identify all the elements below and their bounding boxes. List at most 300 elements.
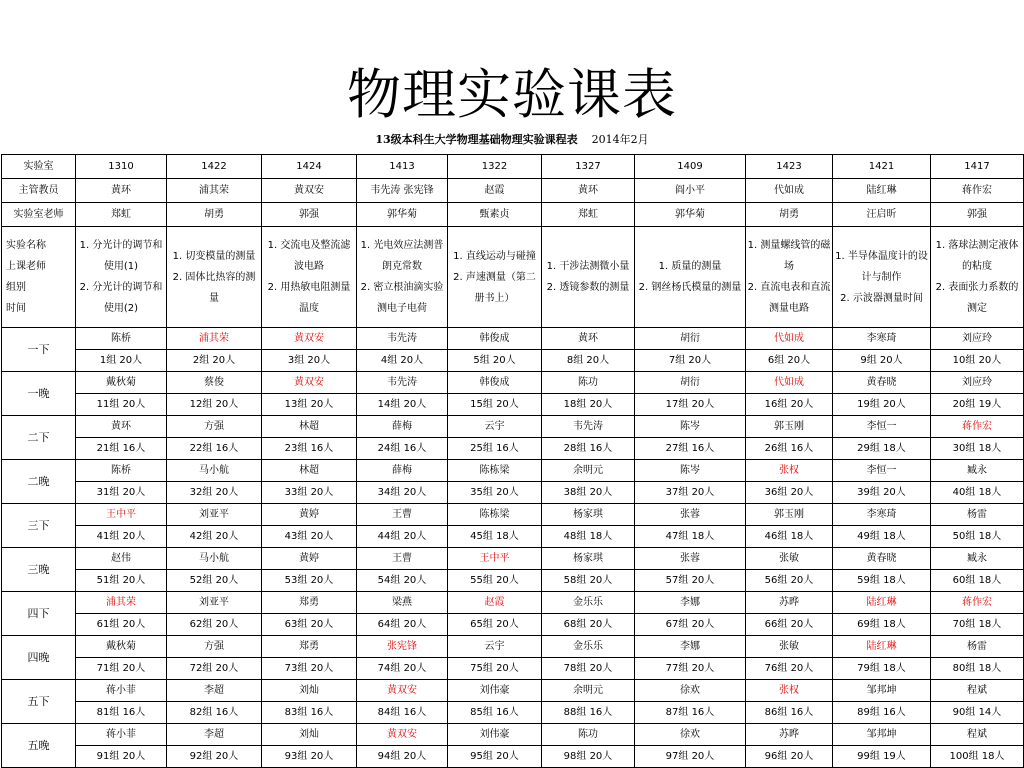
teacher-cell: 黄双安 [262,372,357,394]
header-cell: 代如成 [746,179,833,203]
teacher-cell: 韦先涛 [542,416,635,438]
teacher-cell: 张宪锋 [357,636,448,658]
header-cell: 汪启昕 [833,203,931,227]
group-cell: 8组 20人 [542,350,635,372]
group-cell: 22组 16人 [167,438,262,460]
group-cell: 28组 16人 [542,438,635,460]
teacher-cell: 蒋小菲 [76,724,167,746]
teacher-cell: 徐欢 [635,724,746,746]
teacher-cell: 刘亚平 [167,592,262,614]
teacher-row [2,372,1024,394]
teacher-cell: 蔡俊 [167,372,262,394]
teacher-cell: 程斌 [931,724,1024,746]
group-cell: 35组 20人 [448,482,542,504]
experiment-name-2: 2. 密立根油滴实验测电子电荷 [360,282,444,314]
teacher-cell: 苏晔 [746,724,833,746]
teacher-row [2,724,1024,746]
teacher-cell: 王曹 [357,504,448,526]
group-cell: 25组 16人 [448,438,542,460]
experiment-cell [448,227,542,328]
group-cell: 84组 16人 [357,702,448,724]
experiment-name-1: 1. 测量螺线管的磁场 [747,240,831,272]
teacher-cell: 云宇 [448,416,542,438]
group-cell: 92组 20人 [167,746,262,768]
teacher-cell: 蒋作宏 [931,416,1024,438]
teacher-cell: 蒋小菲 [76,680,167,702]
group-row [2,658,1024,680]
header-cell: 阎小平 [635,179,746,203]
teacher-cell: 杨家琪 [542,548,635,570]
group-cell: 5组 20人 [448,350,542,372]
teacher-cell: 薛梅 [357,416,448,438]
teacher-cell: 代如成 [746,328,833,350]
group-cell: 72组 20人 [167,658,262,680]
group-cell: 4组 20人 [357,350,448,372]
teacher-cell: 邹邦坤 [833,724,931,746]
experiment-cell [262,227,357,328]
group-cell: 93组 20人 [262,746,357,768]
group-cell: 83组 16人 [262,702,357,724]
experiment-cell [746,227,833,328]
teacher-cell: 程斌 [931,680,1024,702]
header-cell: 1310 [76,155,167,179]
group-cell: 39组 20人 [833,482,931,504]
group-cell: 11组 20人 [76,394,167,416]
group-row [2,614,1024,636]
experiment-name-2: 2. 表面张力系数的测定 [935,282,1019,314]
group-cell: 70组 18人 [931,614,1024,636]
group-cell: 61组 20人 [76,614,167,636]
group-cell: 47组 18人 [635,526,746,548]
teacher-cell: 戴秋菊 [76,372,167,394]
group-cell: 78组 20人 [542,658,635,680]
experiment-cell [76,227,167,328]
teacher-cell: 刘应玲 [931,328,1024,350]
teacher-cell: 李超 [167,680,262,702]
header-cell: 1417 [931,155,1024,179]
teacher-cell: 金乐乐 [542,636,635,658]
group-cell: 60组 18人 [931,570,1024,592]
teacher-cell: 韩俊成 [448,328,542,350]
teacher-cell: 李恒一 [833,416,931,438]
header-cell: 1422 [167,155,262,179]
teacher-cell: 浦其荣 [76,592,167,614]
experiment-name-1: 1. 分光计的调节和使用(1) [79,240,163,272]
header-cell: 郑虹 [76,203,167,227]
header-row [2,179,1024,203]
teacher-row [2,548,1024,570]
teacher-cell: 赵伟 [76,548,167,570]
group-row [2,702,1024,724]
group-cell: 99组 19人 [833,746,931,768]
group-cell: 36组 20人 [746,482,833,504]
group-cell: 68组 20人 [542,614,635,636]
group-cell: 58组 20人 [542,570,635,592]
teacher-cell: 郭玉刚 [746,416,833,438]
teacher-cell: 马小航 [167,548,262,570]
group-cell: 98组 20人 [542,746,635,768]
group-row [2,570,1024,592]
teacher-cell: 张权 [746,680,833,702]
group-cell: 40组 18人 [931,482,1024,504]
period-label: 四晚 [2,636,76,680]
header-cell: 1423 [746,155,833,179]
period-label: 五下 [2,680,76,724]
group-cell: 1组 20人 [76,350,167,372]
group-cell: 63组 20人 [262,614,357,636]
group-cell: 100组 18人 [931,746,1024,768]
teacher-cell: 薛梅 [357,460,448,482]
group-cell: 31组 20人 [76,482,167,504]
experiment-cell [542,227,635,328]
header-row-label: 实验室 [2,155,76,179]
page-title: 物理实验课表 [347,63,677,126]
group-cell: 91组 20人 [76,746,167,768]
header-row [2,155,1024,179]
experiments-label-line: 时间 [6,303,26,314]
experiment-name-1: 1. 干涉法测微小量 [546,261,630,272]
group-cell: 42组 20人 [167,526,262,548]
group-cell: 50组 18人 [931,526,1024,548]
group-cell: 65组 20人 [448,614,542,636]
period-label: 三下 [2,504,76,548]
experiment-name-1: 1. 落球法测定液体的粘度 [935,240,1019,272]
teacher-cell: 杨雷 [931,636,1024,658]
teacher-cell: 陈功 [542,372,635,394]
group-cell: 27组 16人 [635,438,746,460]
teacher-cell: 李寒琦 [833,328,931,350]
experiment-cell [167,227,262,328]
group-cell: 33组 20人 [262,482,357,504]
teacher-cell: 黄春晓 [833,548,931,570]
teacher-cell: 林超 [262,460,357,482]
experiment-cell [357,227,448,328]
experiment-name-1: 1. 切变模量的测量 [172,250,256,262]
group-cell: 77组 20人 [635,658,746,680]
teacher-cell: 黄双安 [357,680,448,702]
teacher-cell: 云宇 [448,636,542,658]
teacher-cell: 臧永 [931,548,1024,570]
experiment-name-2: 2. 分光计的调节和使用(2) [79,282,163,314]
teacher-cell: 余明元 [542,680,635,702]
experiments-row-label [2,227,76,328]
teacher-cell: 刘伟豪 [448,724,542,746]
group-cell: 69组 18人 [833,614,931,636]
teacher-cell: 陈栋梁 [448,504,542,526]
header-cell: 浦其荣 [167,179,262,203]
teacher-cell: 郑勇 [262,592,357,614]
teacher-row [2,460,1024,482]
group-row [2,438,1024,460]
teacher-row [2,592,1024,614]
group-cell: 59组 18人 [833,570,931,592]
header-cell: 1327 [542,155,635,179]
group-cell: 75组 20人 [448,658,542,680]
header-cell: 郭华菊 [635,203,746,227]
teacher-cell: 郑勇 [262,636,357,658]
group-cell: 38组 20人 [542,482,635,504]
group-cell: 79组 18人 [833,658,931,680]
group-cell: 14组 20人 [357,394,448,416]
group-cell: 10组 20人 [931,350,1024,372]
experiment-name-1: 1. 交流电及整流滤波电路 [267,240,351,272]
group-cell: 71组 20人 [76,658,167,680]
group-cell: 89组 16人 [833,702,931,724]
teacher-cell: 韦先涛 [357,328,448,350]
group-cell: 53组 20人 [262,570,357,592]
teacher-cell: 黄双安 [262,328,357,350]
teacher-cell: 黄婷 [262,548,357,570]
group-cell: 24组 16人 [357,438,448,460]
teacher-cell: 王中平 [448,548,542,570]
experiment-name-2: 2. 示波器测量时间 [840,292,923,304]
header-cell: 黄双安 [262,179,357,203]
group-cell: 94组 20人 [357,746,448,768]
period-label: 三晚 [2,548,76,592]
experiment-name-2: 2. 直流电表和直流测量电路 [747,282,831,314]
group-cell: 90组 14人 [931,702,1024,724]
group-cell: 67组 20人 [635,614,746,636]
header-row-label: 实验室老师 [2,203,76,227]
teacher-cell: 徐欢 [635,680,746,702]
experiment-cell [635,227,746,328]
period-label: 四下 [2,592,76,636]
group-cell: 73组 20人 [262,658,357,680]
experiment-name-1: 1. 半导体温度计的设计与制作 [835,250,928,283]
group-cell: 34组 20人 [357,482,448,504]
group-cell: 82组 16人 [167,702,262,724]
group-cell: 13组 20人 [262,394,357,416]
group-cell: 52组 20人 [167,570,262,592]
header-cell: 郭华菊 [357,203,448,227]
experiment-name-2: 2. 用热敏电阻测量温度 [267,282,351,314]
group-cell: 18组 20人 [542,394,635,416]
group-row [2,394,1024,416]
experiment-name-1: 1. 直线运动与碰撞 [453,250,536,262]
group-cell: 96组 20人 [746,746,833,768]
group-cell: 56组 20人 [746,570,833,592]
header-cell: 郭强 [262,203,357,227]
teacher-cell: 方强 [167,636,262,658]
teacher-row [2,416,1024,438]
subtitle-date: 2014年2月 [591,133,649,146]
teacher-row [2,504,1024,526]
group-cell: 64组 20人 [357,614,448,636]
header-cell: 黄环 [542,179,635,203]
teacher-cell: 郭玉刚 [746,504,833,526]
teacher-cell: 黄婷 [262,504,357,526]
schedule-table [1,154,1024,768]
group-cell: 26组 16人 [746,438,833,460]
group-cell: 17组 20人 [635,394,746,416]
teacher-cell: 李娜 [635,592,746,614]
group-cell: 66组 20人 [746,614,833,636]
header-cell: 胡勇 [746,203,833,227]
group-row [2,746,1024,768]
teacher-cell: 陆红琳 [833,636,931,658]
header-cell: 黄环 [76,179,167,203]
header-cell: 陆红琳 [833,179,931,203]
group-row [2,526,1024,548]
header-cell: 1322 [448,155,542,179]
group-cell: 16组 20人 [746,394,833,416]
experiments-label-line: 组别 [6,282,26,293]
teacher-cell: 赵霞 [448,592,542,614]
teacher-cell: 陈岑 [635,460,746,482]
teacher-cell: 黄双安 [357,724,448,746]
subtitle-main: 13级本科生大学物理基础物理实验课程表 [375,133,578,146]
group-cell: 3组 20人 [262,350,357,372]
teacher-cell: 刘亚平 [167,504,262,526]
teacher-cell: 黄春晓 [833,372,931,394]
group-cell: 87组 16人 [635,702,746,724]
teacher-cell: 马小航 [167,460,262,482]
header-cell: 郭强 [931,203,1024,227]
group-cell: 55组 20人 [448,570,542,592]
teacher-cell: 张敏 [746,636,833,658]
teacher-cell: 李恒一 [833,460,931,482]
experiment-cell [833,227,931,328]
teacher-cell: 刘灿 [262,680,357,702]
teacher-cell: 臧永 [931,460,1024,482]
teacher-cell: 黄环 [542,328,635,350]
teacher-cell: 韩俊成 [448,372,542,394]
teacher-cell: 李超 [167,724,262,746]
header-cell: 胡勇 [167,203,262,227]
group-cell: 6组 20人 [746,350,833,372]
group-cell: 15组 20人 [448,394,542,416]
experiment-name-1: 1. 质量的测量 [658,261,722,272]
teacher-row [2,680,1024,702]
experiment-name-2: 2. 声速测量（第二册书上） [453,271,536,304]
teacher-cell: 王曹 [357,548,448,570]
teacher-cell: 戴秋菊 [76,636,167,658]
group-cell: 80组 18人 [931,658,1024,680]
teacher-cell: 代如成 [746,372,833,394]
header-row-label: 主管教员 [2,179,76,203]
group-cell: 76组 20人 [746,658,833,680]
experiments-label-line: 上课老师 [6,261,46,272]
group-cell: 62组 20人 [167,614,262,636]
teacher-cell: 李娜 [635,636,746,658]
group-cell: 54组 20人 [357,570,448,592]
teacher-cell: 刘灿 [262,724,357,746]
teacher-cell: 刘应玲 [931,372,1024,394]
header-cell: 郑虹 [542,203,635,227]
teacher-cell: 金乐乐 [542,592,635,614]
experiment-name-1: 1. 光电效应法测普朗克常数 [360,240,444,272]
teacher-cell: 张敏 [746,548,833,570]
experiments-label-line: 实验名称 [6,240,46,251]
group-cell: 29组 18人 [833,438,931,460]
group-cell: 43组 20人 [262,526,357,548]
group-cell: 51组 20人 [76,570,167,592]
teacher-cell: 蒋作宏 [931,592,1024,614]
group-cell: 20组 19人 [931,394,1024,416]
header-cell: 韦先涛 张宪锋 [357,179,448,203]
group-cell: 9组 20人 [833,350,931,372]
group-cell: 74组 20人 [357,658,448,680]
teacher-cell: 陈桥 [76,460,167,482]
experiment-name-2: 2. 钢丝杨氏模量的测量 [638,282,742,293]
teacher-cell: 杨家琪 [542,504,635,526]
experiment-cell [931,227,1024,328]
teacher-cell: 李寒琦 [833,504,931,526]
experiments-row [2,227,1024,328]
group-cell: 7组 20人 [635,350,746,372]
header-cell: 1409 [635,155,746,179]
teacher-cell: 黄环 [76,416,167,438]
header-cell: 赵霞 [448,179,542,203]
group-cell: 48组 18人 [542,526,635,548]
header-row [2,203,1024,227]
group-cell: 37组 20人 [635,482,746,504]
teacher-cell: 王中平 [76,504,167,526]
teacher-cell: 胡衍 [635,328,746,350]
teacher-cell: 浦其荣 [167,328,262,350]
teacher-cell: 陈栋梁 [448,460,542,482]
teacher-cell: 张权 [746,460,833,482]
teacher-cell: 胡衍 [635,372,746,394]
teacher-cell: 张蓉 [635,504,746,526]
period-label: 二下 [2,416,76,460]
group-cell: 41组 20人 [76,526,167,548]
teacher-cell: 方强 [167,416,262,438]
header-cell: 1424 [262,155,357,179]
group-cell: 88组 16人 [542,702,635,724]
teacher-cell: 陈功 [542,724,635,746]
teacher-row [2,328,1024,350]
teacher-cell: 余明元 [542,460,635,482]
teacher-row [2,636,1024,658]
group-cell: 2组 20人 [167,350,262,372]
group-cell: 57组 20人 [635,570,746,592]
group-cell: 44组 20人 [357,526,448,548]
group-cell: 97组 20人 [635,746,746,768]
group-cell: 46组 18人 [746,526,833,548]
header-cell: 甄素贞 [448,203,542,227]
group-cell: 32组 20人 [167,482,262,504]
teacher-cell: 陆红琳 [833,592,931,614]
group-cell: 12组 20人 [167,394,262,416]
header-cell: 1421 [833,155,931,179]
experiment-name-2: 2. 固体比热容的测量 [172,271,256,304]
group-cell: 23组 16人 [262,438,357,460]
teacher-cell: 张蓉 [635,548,746,570]
group-cell: 45组 18人 [448,526,542,548]
period-label: 一下 [2,328,76,372]
group-cell: 85组 16人 [448,702,542,724]
page-subtitle [0,132,1024,148]
group-row [2,482,1024,504]
header-cell: 1413 [357,155,448,179]
group-row [2,350,1024,372]
teacher-cell: 陈桥 [76,328,167,350]
group-cell: 95组 20人 [448,746,542,768]
teacher-cell: 杨雷 [931,504,1024,526]
group-cell: 30组 18人 [931,438,1024,460]
period-label: 一晚 [2,372,76,416]
teacher-cell: 刘伟豪 [448,680,542,702]
teacher-cell: 苏晔 [746,592,833,614]
header-cell: 蒋作宏 [931,179,1024,203]
teacher-cell: 梁燕 [357,592,448,614]
teacher-cell: 林超 [262,416,357,438]
group-cell: 86组 16人 [746,702,833,724]
period-label: 二晚 [2,460,76,504]
group-cell: 49组 18人 [833,526,931,548]
teacher-cell: 韦先涛 [357,372,448,394]
